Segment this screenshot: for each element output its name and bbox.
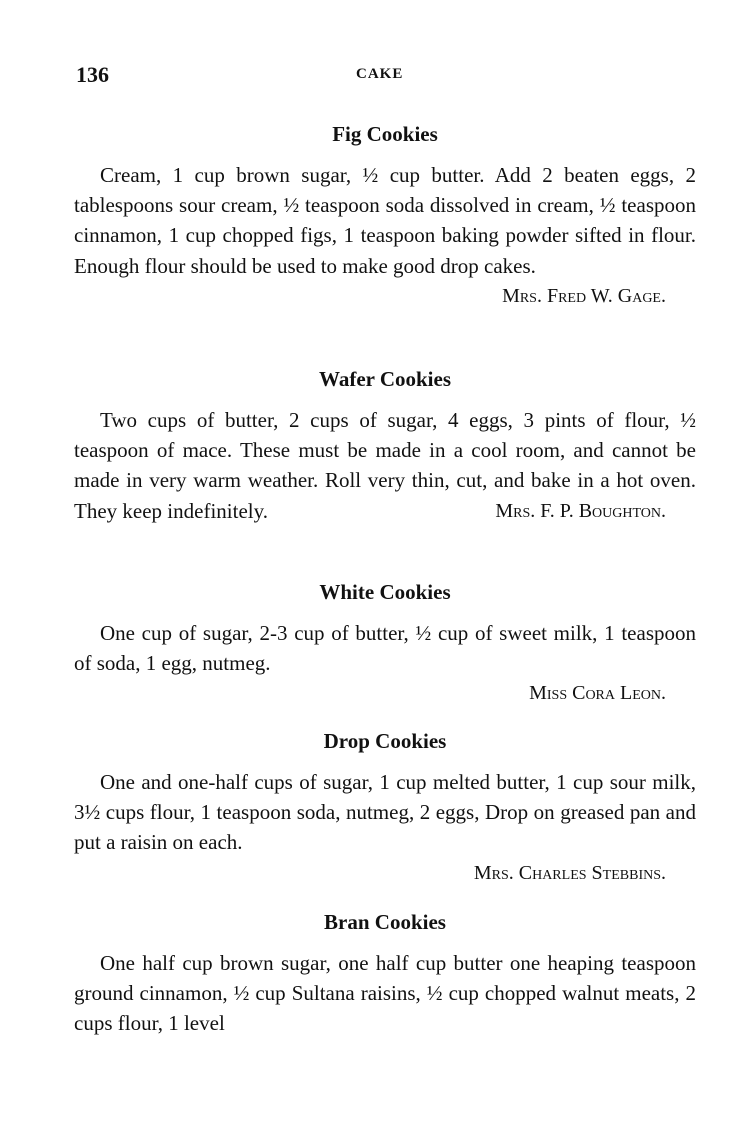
recipe-wafer-cookies <box>74 365 696 526</box>
recipe-bran-cookies <box>74 908 696 1039</box>
recipe-body: Cream, 1 cup brown sugar, ½ cup butter. Add 2 beaten eggs, 2 tablespoons sour cream, ½ teaspoon soda dissolved in cream, ½ teaspoon cinnamon, 1 cup chopped figs, 1 teaspoon baking powder sifted in flour. Enough flour should be used to make good drop cakes. <box>74 163 696 278</box>
recipe-title: White Cookies <box>319 580 451 604</box>
recipe-white-cookies <box>74 578 696 708</box>
recipe-body: One and one-half cups of sugar, 1 cup melted butter, 1 cup sour milk, 3½ cups flour, 1 teaspoon soda, nutmeg, 2 eggs, Drop on greased pan and put a raisin on each. <box>74 770 696 855</box>
recipe-byline: Mrs. Fred W. Gage. <box>502 284 666 307</box>
recipe-title: Bran Cookies <box>324 910 446 934</box>
recipe-byline: Mrs. F. P. Boughton. <box>495 499 666 522</box>
recipe-body: One half cup brown sugar, one half cup butter one heaping teaspoon ground cinnamon, ½ cup Sultana raisins, ½ cup chopped walnut meats, 2 cups flour, 1 level <box>74 951 696 1036</box>
recipe-drop-cookies <box>74 727 696 888</box>
running-head: CAKE <box>356 66 404 82</box>
recipe-title: Drop Cookies <box>323 729 447 753</box>
recipe-title: Fig Cookies <box>332 122 438 146</box>
recipe-body-text: Two cups of butter, 2 cups of sugar, 4 eggs, 3 pints of flour, ½ teaspoon of mace. These must be made in a cool room, and cannot be made in very warm weather. Roll very thin, cut, and bake in a hot oven. They keep indefinitely. <box>74 408 696 523</box>
recipe-fig-cookies <box>74 120 696 311</box>
recipe-byline: Miss Cora Leon. <box>529 682 666 705</box>
recipe-title: Wafer Cookies <box>318 367 452 391</box>
recipe-body <box>74 405 696 526</box>
page-header <box>76 62 692 92</box>
recipe-body: One cup of sugar, 2-3 cup of butter, ½ cup of sweet milk, 1 teaspoon of soda, 1 egg, nutmeg. <box>74 621 696 676</box>
recipe-byline: Mrs. Charles Stebbins. <box>473 861 666 884</box>
page-number: 136 <box>76 62 109 87</box>
